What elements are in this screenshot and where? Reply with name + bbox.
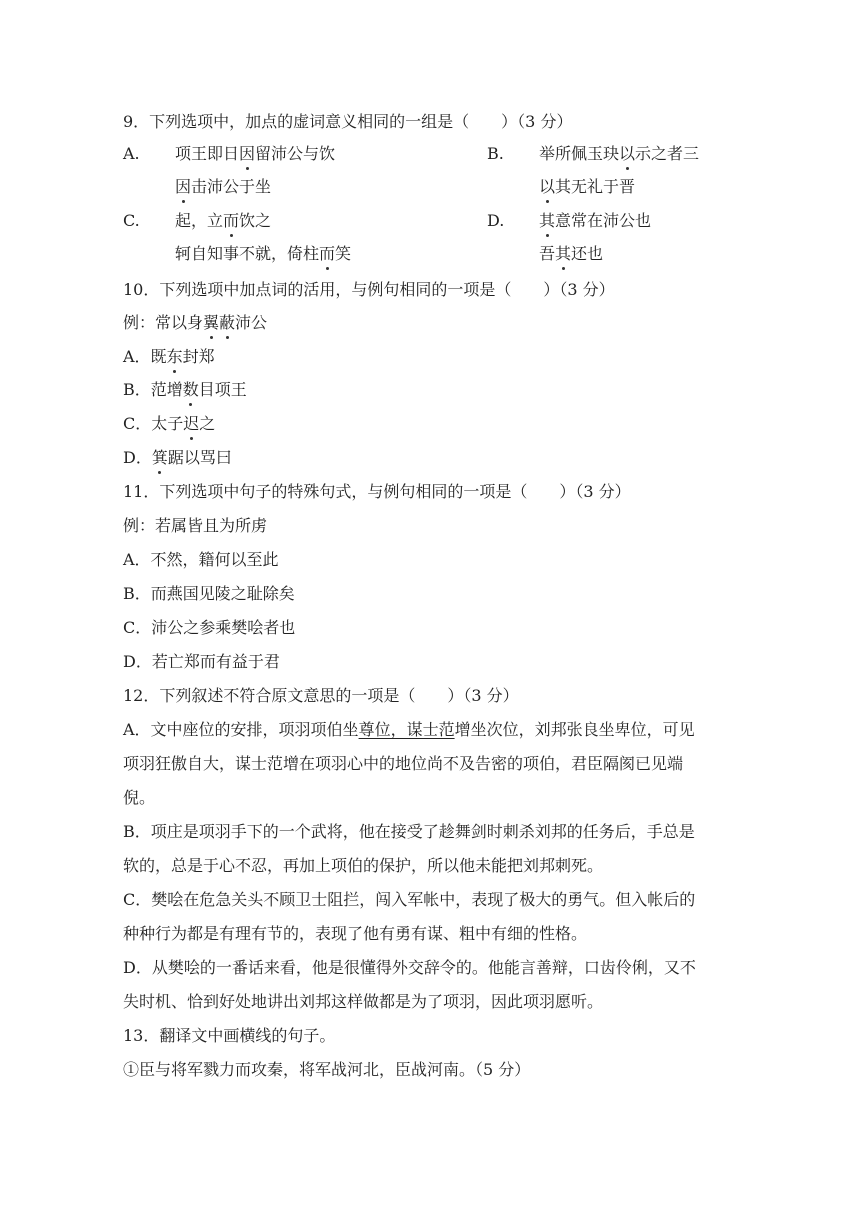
q11-stem: 11．下列选项中句子的特殊句式，与例句相同的一项是（ ）（3 分） xyxy=(123,482,631,501)
q9-option-c-line1: 起，立而饮之 xyxy=(175,211,272,230)
q9-stem: 9．下列选项中，加点的虚词意义相同的一组是（ ）（3 分） xyxy=(123,112,573,131)
q13-item-1: ①臣与将军戮力而攻秦，将军战河北，臣战河南。（5 分） xyxy=(123,1060,531,1079)
dotted-char: 迟 xyxy=(183,414,200,433)
q10-option-d: D．箕踞以骂曰 xyxy=(123,448,232,467)
q9-option-c-line2: 轲自知事不就，倚柱而笑 xyxy=(175,244,352,263)
dotted-char: 其 xyxy=(555,244,572,263)
dotted-char: 数 xyxy=(182,380,199,399)
q11-example: 例：若属皆且为所虏 xyxy=(123,516,268,535)
q12-option-a-line3: 倪。 xyxy=(123,788,156,807)
dotted-char: 其 xyxy=(539,211,556,230)
q12-option-c-line2: 种种行为都是有理有节的，表现了他有勇有谋、粗中有细的性格。 xyxy=(123,924,588,943)
q9-option-b-line2: 以其无礼于晋 xyxy=(539,177,636,196)
q9-option-d-line2: 吾其还也 xyxy=(539,244,604,263)
dotted-char: 以 xyxy=(619,144,636,163)
dotted-char: 翼 xyxy=(203,313,220,332)
q12-option-a-line2: 项羽狂傲自大，谋士范增在项羽心中的地位尚不及告密的项伯，君臣隔阂已见端 xyxy=(123,754,684,773)
q12-option-c-line1: C．樊哙在危急关头不顾卫士阻拦，闯入军帐中，表现了极大的勇气。但入帐后的 xyxy=(123,890,696,909)
q9-option-b-line1: 举所佩玉玦以示之者三 xyxy=(539,144,700,163)
q9-option-a-line1: 项王即日因留沛公与饮 xyxy=(175,144,336,163)
q11-option-c: C．沛公之参乘樊哙者也 xyxy=(123,618,296,637)
q9-option-d-label: D. xyxy=(487,211,505,230)
q9-option-b-label: B. xyxy=(487,144,504,163)
q12-option-d-line2: 失时机、恰到好处地讲出刘邦这样做都是为了项羽，因此项羽愿听。 xyxy=(123,992,604,1011)
q9-option-c-label: C. xyxy=(123,211,140,230)
q13-stem: 13．翻译文中画横线的句子。 xyxy=(123,1026,336,1045)
dotted-char: 以 xyxy=(539,177,556,196)
q10-option-b: B．范增数目项王 xyxy=(123,380,247,399)
dotted-char: 而 xyxy=(319,244,336,263)
q11-option-d: D．若亡郑而有益于君 xyxy=(123,652,280,671)
q12-option-b-line1: B．项庄是项羽手下的一个武将，他在接受了趁舞剑时刺杀刘邦的任务后，手总是 xyxy=(123,822,695,841)
q12-option-d-line1: D．从樊哙的一番话来看，他是很懂得外交辞令的。他能言善辩，口齿伶俐，又不 xyxy=(123,958,696,977)
q12-option-b-line2: 软的，总是于心不忍，再加上项伯的保护，所以他未能把刘邦刺死。 xyxy=(123,856,604,875)
q9-option-d-line1: 其意常在沛公也 xyxy=(539,211,652,230)
dotted-char: 东 xyxy=(166,347,183,366)
dotted-char: 因 xyxy=(239,144,256,163)
dotted-char: 而 xyxy=(223,211,240,230)
q10-option-a: A．既东封郑 xyxy=(123,347,215,366)
q9-option-a-label: A. xyxy=(123,144,140,163)
underlined-text: 尊位，谋士范 xyxy=(358,720,455,739)
q10-stem: 10．下列选项中加点词的活用，与例句相同的一项是（ ）（3 分） xyxy=(123,280,615,299)
dotted-char: 箕 xyxy=(151,448,168,467)
dotted-char: 蔽 xyxy=(219,313,236,332)
q12-option-a-line1: A．文中座位的安排，项羽项伯坐尊位，谋士范增坐次位，刘邦张良坐卑位，可见 xyxy=(123,720,695,739)
q12-stem: 12．下列叙述不符合原文意思的一项是（ ）（3 分） xyxy=(123,686,519,705)
q9-option-a-line2: 因击沛公于坐 xyxy=(175,177,272,196)
q10-example: 例：常以身翼蔽沛公 xyxy=(123,313,268,332)
dotted-char: 因 xyxy=(175,177,192,196)
q11-option-a: A．不然，籍何以至此 xyxy=(123,550,279,569)
q10-option-c: C．太子迟之 xyxy=(123,414,216,433)
q11-option-b: B．而燕国见陵之耻除矣 xyxy=(123,584,295,603)
